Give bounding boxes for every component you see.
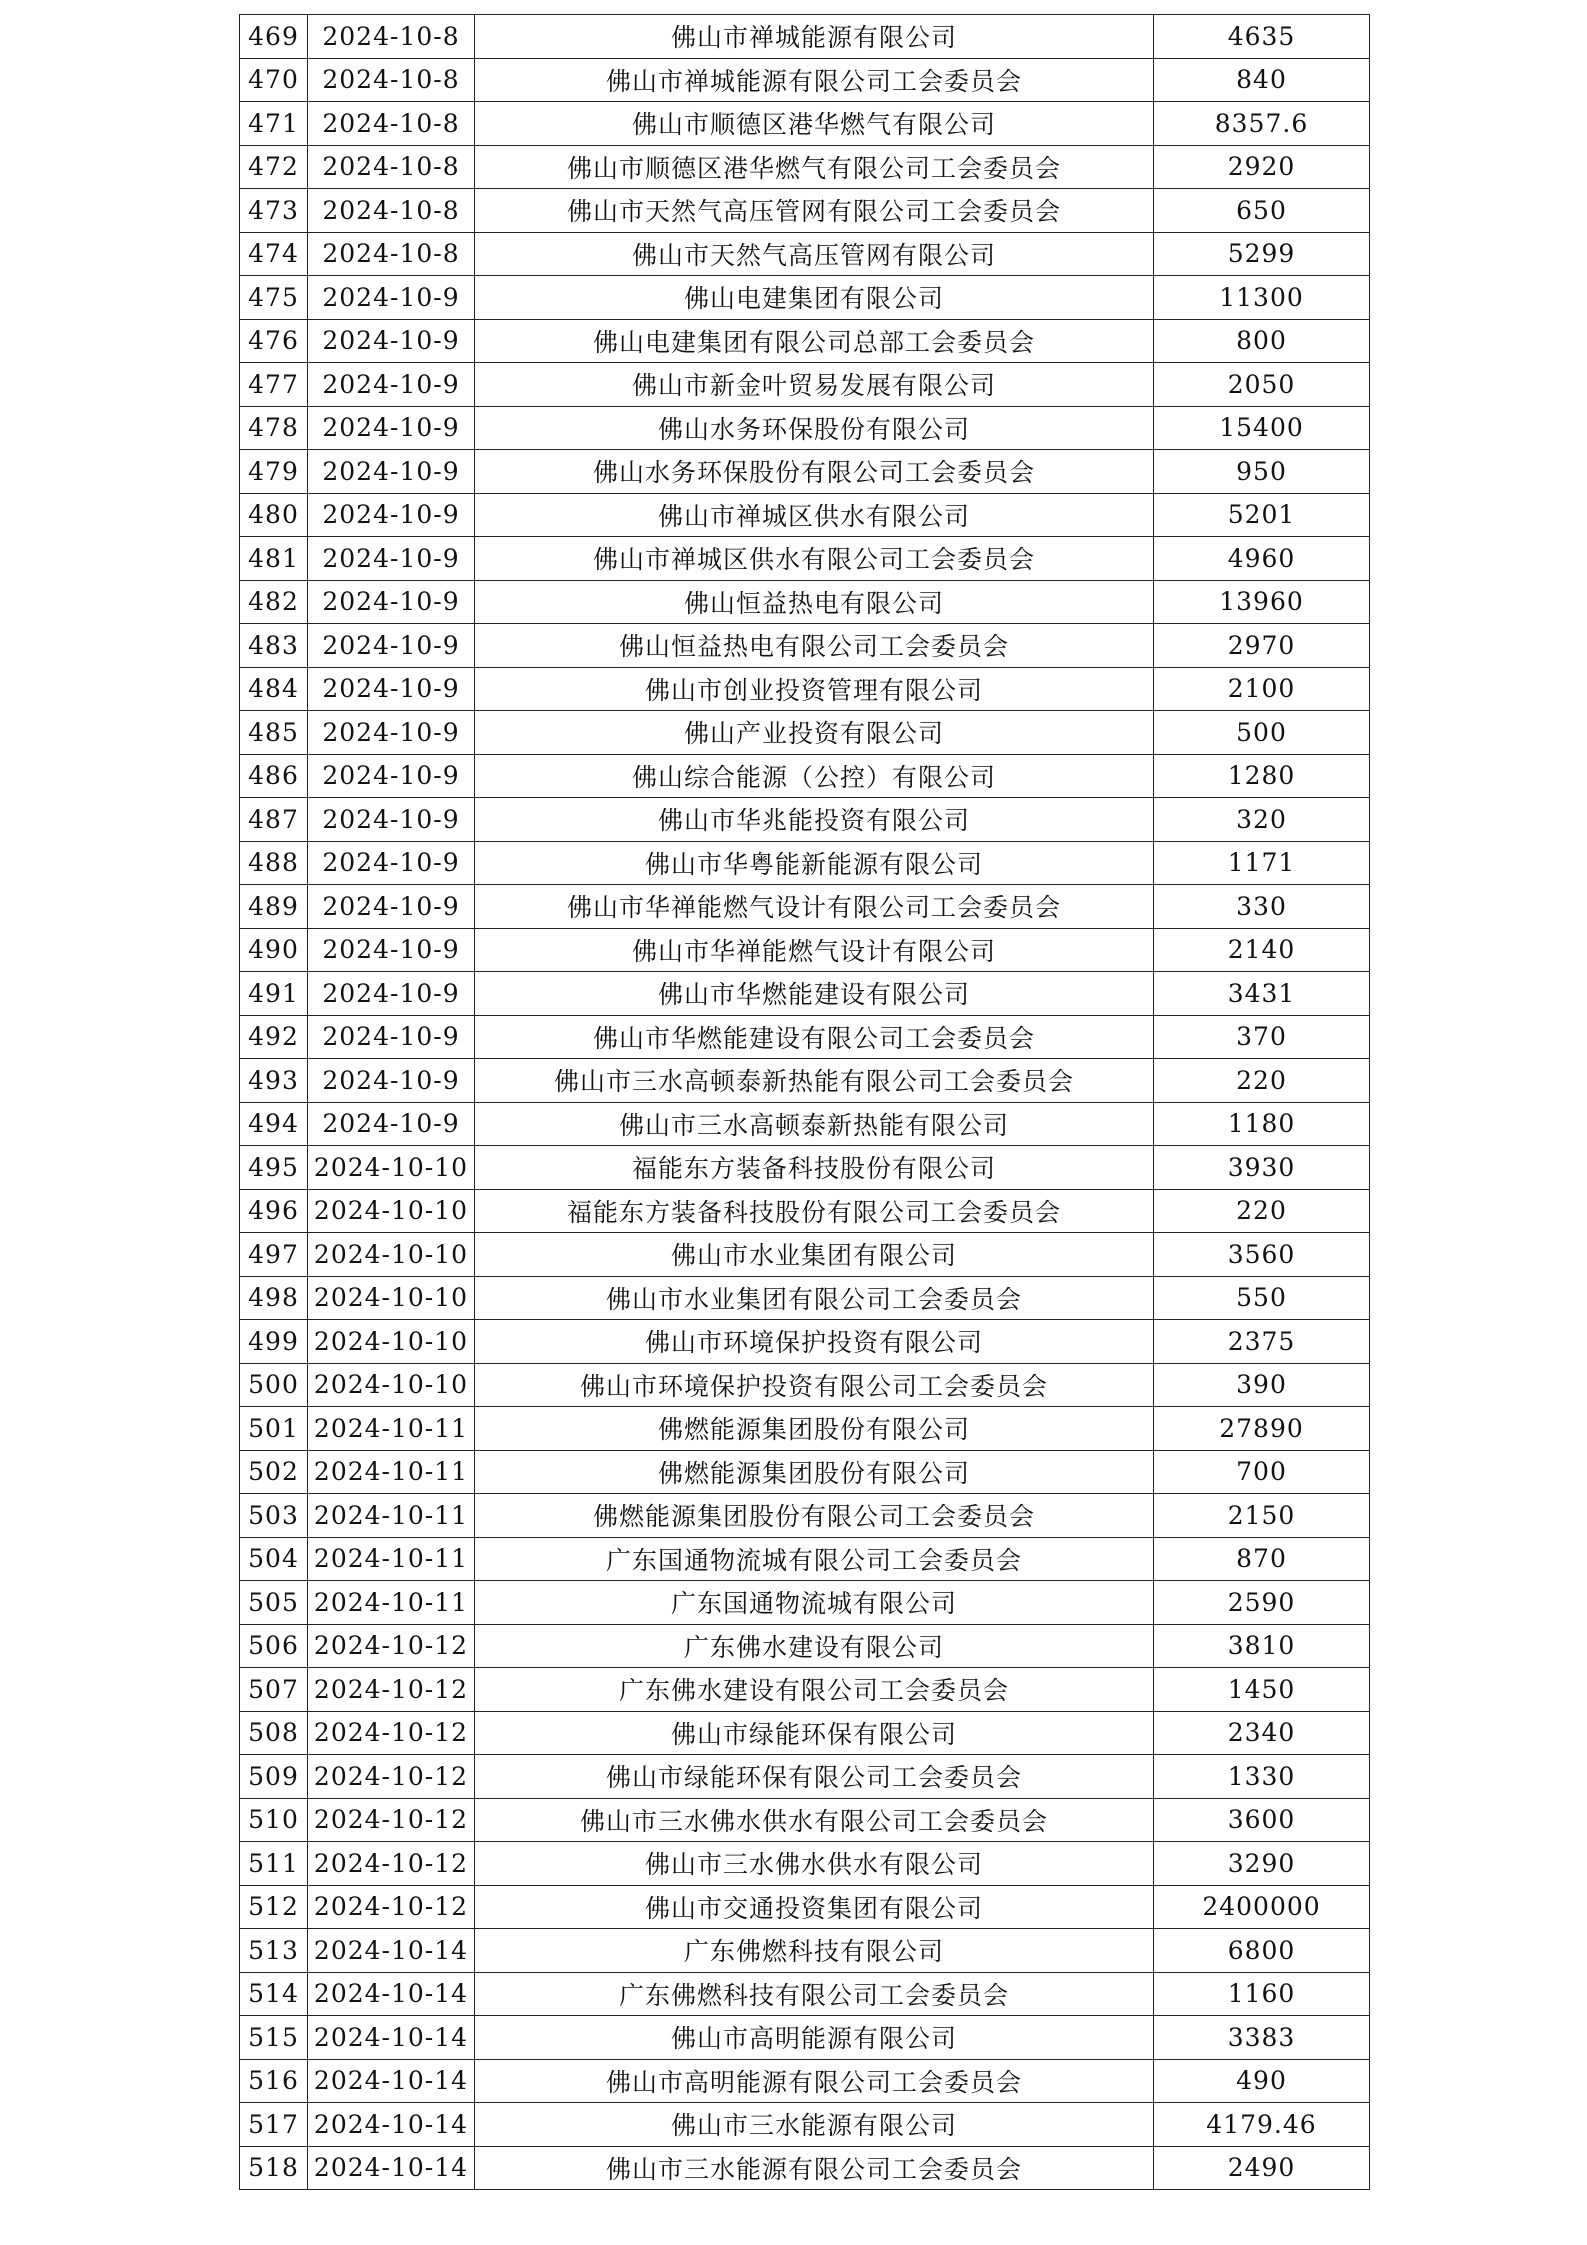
- row-number-cell: 483: [240, 624, 308, 668]
- donor-name-cell: 佛燃能源集团股份有限公司: [475, 1450, 1154, 1494]
- table-row: [240, 15, 1370, 59]
- amount-cell: 5299: [1154, 232, 1370, 276]
- table-row: [240, 798, 1370, 842]
- donor-name-cell: 佛山市三水高顿泰新热能有限公司: [475, 1102, 1154, 1146]
- amount-cell: 13960: [1154, 580, 1370, 624]
- table-row: [240, 1276, 1370, 1320]
- date-cell: 2024-10-9: [308, 624, 475, 668]
- amount-cell: 2375: [1154, 1320, 1370, 1364]
- date-cell: 2024-10-14: [308, 2016, 475, 2060]
- row-number-cell: 516: [240, 2059, 308, 2103]
- donor-name-cell: 佛山综合能源（公控）有限公司: [475, 754, 1154, 798]
- table-row: [240, 2059, 1370, 2103]
- table-row: [240, 1320, 1370, 1364]
- date-cell: 2024-10-9: [308, 1015, 475, 1059]
- amount-cell: 2340: [1154, 1711, 1370, 1755]
- donor-name-cell: 佛山市华禅能燃气设计有限公司工会委员会: [475, 885, 1154, 929]
- row-number-cell: 479: [240, 450, 308, 494]
- date-cell: 2024-10-9: [308, 1102, 475, 1146]
- amount-cell: 3600: [1154, 1798, 1370, 1842]
- amount-cell: 5201: [1154, 493, 1370, 537]
- table-row: [240, 1189, 1370, 1233]
- date-cell: 2024-10-9: [308, 1059, 475, 1103]
- table-row: [240, 1668, 1370, 1712]
- date-cell: 2024-10-12: [308, 1624, 475, 1668]
- date-cell: 2024-10-14: [308, 2103, 475, 2147]
- date-cell: 2024-10-9: [308, 319, 475, 363]
- table-row: [240, 841, 1370, 885]
- amount-cell: 4179.46: [1154, 2103, 1370, 2147]
- date-cell: 2024-10-10: [308, 1189, 475, 1233]
- date-cell: 2024-10-12: [308, 1842, 475, 1886]
- amount-cell: 4635: [1154, 15, 1370, 59]
- row-number-cell: 500: [240, 1363, 308, 1407]
- table-row: [240, 1581, 1370, 1625]
- date-cell: 2024-10-14: [308, 2059, 475, 2103]
- row-number-cell: 487: [240, 798, 308, 842]
- amount-cell: 3560: [1154, 1233, 1370, 1277]
- donor-name-cell: 佛山市创业投资管理有限公司: [475, 667, 1154, 711]
- row-number-cell: 506: [240, 1624, 308, 1668]
- row-number-cell: 475: [240, 276, 308, 320]
- date-cell: 2024-10-12: [308, 1798, 475, 1842]
- table-row: [240, 450, 1370, 494]
- row-number-cell: 480: [240, 493, 308, 537]
- date-cell: 2024-10-9: [308, 580, 475, 624]
- donor-name-cell: 佛山市华燃能建设有限公司: [475, 972, 1154, 1016]
- date-cell: 2024-10-9: [308, 798, 475, 842]
- row-number-cell: 518: [240, 2146, 308, 2190]
- row-number-cell: 496: [240, 1189, 308, 1233]
- date-cell: 2024-10-8: [308, 189, 475, 233]
- donor-name-cell: 佛山市禅城区供水有限公司工会委员会: [475, 537, 1154, 581]
- donor-name-cell: 佛山市华禅能燃气设计有限公司: [475, 928, 1154, 972]
- date-cell: 2024-10-11: [308, 1537, 475, 1581]
- amount-cell: 3431: [1154, 972, 1370, 1016]
- donor-name-cell: 佛山市天然气高压管网有限公司: [475, 232, 1154, 276]
- date-cell: 2024-10-9: [308, 754, 475, 798]
- row-number-cell: 469: [240, 15, 308, 59]
- donor-name-cell: 佛山市三水能源有限公司工会委员会: [475, 2146, 1154, 2190]
- row-number-cell: 472: [240, 145, 308, 189]
- date-cell: 2024-10-9: [308, 363, 475, 407]
- amount-cell: 2920: [1154, 145, 1370, 189]
- amount-cell: 15400: [1154, 406, 1370, 450]
- amount-cell: 4960: [1154, 537, 1370, 581]
- amount-cell: 320: [1154, 798, 1370, 842]
- donor-name-cell: 佛山市禅城能源有限公司工会委员会: [475, 58, 1154, 102]
- donor-name-cell: 福能东方装备科技股份有限公司工会委员会: [475, 1189, 1154, 1233]
- row-number-cell: 488: [240, 841, 308, 885]
- amount-cell: 220: [1154, 1059, 1370, 1103]
- table-row: [240, 1494, 1370, 1538]
- amount-cell: 800: [1154, 319, 1370, 363]
- amount-cell: 550: [1154, 1276, 1370, 1320]
- date-cell: 2024-10-10: [308, 1363, 475, 1407]
- date-cell: 2024-10-9: [308, 928, 475, 972]
- table-row: [240, 1102, 1370, 1146]
- donor-name-cell: 佛山市交通投资集团有限公司: [475, 1885, 1154, 1929]
- row-number-cell: 490: [240, 928, 308, 972]
- donor-name-cell: 佛山恒益热电有限公司: [475, 580, 1154, 624]
- date-cell: 2024-10-9: [308, 493, 475, 537]
- row-number-cell: 507: [240, 1668, 308, 1712]
- donor-name-cell: 佛山市绿能环保有限公司: [475, 1711, 1154, 1755]
- donor-name-cell: 佛山市水业集团有限公司工会委员会: [475, 1276, 1154, 1320]
- table-row: [240, 1842, 1370, 1886]
- table-row: [240, 667, 1370, 711]
- amount-cell: 220: [1154, 1189, 1370, 1233]
- amount-cell: 2970: [1154, 624, 1370, 668]
- row-number-cell: 477: [240, 363, 308, 407]
- donor-name-cell: 佛山市华粤能新能源有限公司: [475, 841, 1154, 885]
- table-row: [240, 102, 1370, 146]
- table-row: [240, 1146, 1370, 1190]
- amount-cell: 3810: [1154, 1624, 1370, 1668]
- donor-name-cell: 佛山市高明能源有限公司工会委员会: [475, 2059, 1154, 2103]
- row-number-cell: 485: [240, 711, 308, 755]
- date-cell: 2024-10-9: [308, 972, 475, 1016]
- amount-cell: 1330: [1154, 1755, 1370, 1799]
- date-cell: 2024-10-11: [308, 1581, 475, 1625]
- table-row: [240, 319, 1370, 363]
- amount-cell: 2400000: [1154, 1885, 1370, 1929]
- row-number-cell: 478: [240, 406, 308, 450]
- amount-cell: 11300: [1154, 276, 1370, 320]
- date-cell: 2024-10-14: [308, 1929, 475, 1973]
- amount-cell: 1450: [1154, 1668, 1370, 1712]
- donor-name-cell: 佛山市高明能源有限公司: [475, 2016, 1154, 2060]
- row-number-cell: 473: [240, 189, 308, 233]
- table-row: [240, 537, 1370, 581]
- date-cell: 2024-10-14: [308, 2146, 475, 2190]
- table-row: [240, 1407, 1370, 1451]
- donor-name-cell: 佛山市水业集团有限公司: [475, 1233, 1154, 1277]
- donor-name-cell: 佛山水务环保股份有限公司工会委员会: [475, 450, 1154, 494]
- amount-cell: 2490: [1154, 2146, 1370, 2190]
- row-number-cell: 517: [240, 2103, 308, 2147]
- donor-name-cell: 佛山市绿能环保有限公司工会委员会: [475, 1755, 1154, 1799]
- table-row: [240, 754, 1370, 798]
- donor-name-cell: 佛山市三水佛水供水有限公司: [475, 1842, 1154, 1886]
- amount-cell: 1160: [1154, 1972, 1370, 2016]
- row-number-cell: 511: [240, 1842, 308, 1886]
- date-cell: 2024-10-10: [308, 1146, 475, 1190]
- date-cell: 2024-10-8: [308, 232, 475, 276]
- table-row: [240, 232, 1370, 276]
- amount-cell: 2050: [1154, 363, 1370, 407]
- row-number-cell: 482: [240, 580, 308, 624]
- amount-cell: 2590: [1154, 1581, 1370, 1625]
- row-number-cell: 514: [240, 1972, 308, 2016]
- table-row: [240, 928, 1370, 972]
- row-number-cell: 495: [240, 1146, 308, 1190]
- table-row: [240, 363, 1370, 407]
- table-row: [240, 1233, 1370, 1277]
- row-number-cell: 505: [240, 1581, 308, 1625]
- date-cell: 2024-10-9: [308, 450, 475, 494]
- table-row: [240, 580, 1370, 624]
- date-cell: 2024-10-9: [308, 537, 475, 581]
- donor-name-cell: 广东国通物流城有限公司工会委员会: [475, 1537, 1154, 1581]
- table-row: [240, 1059, 1370, 1103]
- table-row: [240, 2146, 1370, 2190]
- table-row: [240, 1798, 1370, 1842]
- donor-name-cell: 佛山产业投资有限公司: [475, 711, 1154, 755]
- amount-cell: 500: [1154, 711, 1370, 755]
- donor-name-cell: 佛山恒益热电有限公司工会委员会: [475, 624, 1154, 668]
- date-cell: 2024-10-11: [308, 1407, 475, 1451]
- row-number-cell: 502: [240, 1450, 308, 1494]
- date-cell: 2024-10-9: [308, 667, 475, 711]
- row-number-cell: 484: [240, 667, 308, 711]
- table-row: [240, 2103, 1370, 2147]
- amount-cell: 1171: [1154, 841, 1370, 885]
- donor-name-cell: 佛山市环境保护投资有限公司: [475, 1320, 1154, 1364]
- donor-name-cell: 佛山市新金叶贸易发展有限公司: [475, 363, 1154, 407]
- donor-name-cell: 佛山市三水佛水供水有限公司工会委员会: [475, 1798, 1154, 1842]
- donor-name-cell: 佛山市三水高顿泰新热能有限公司工会委员会: [475, 1059, 1154, 1103]
- donor-name-cell: 佛山电建集团有限公司总部工会委员会: [475, 319, 1154, 363]
- date-cell: 2024-10-9: [308, 885, 475, 929]
- amount-cell: 2150: [1154, 1494, 1370, 1538]
- donor-name-cell: 佛燃能源集团股份有限公司工会委员会: [475, 1494, 1154, 1538]
- donor-name-cell: 佛山市天然气高压管网有限公司工会委员会: [475, 189, 1154, 233]
- donor-name-cell: 佛山市华燃能建设有限公司工会委员会: [475, 1015, 1154, 1059]
- date-cell: 2024-10-9: [308, 406, 475, 450]
- table-row: [240, 1450, 1370, 1494]
- date-cell: 2024-10-8: [308, 58, 475, 102]
- row-number-cell: 471: [240, 102, 308, 146]
- table-row: [240, 145, 1370, 189]
- row-number-cell: 476: [240, 319, 308, 363]
- donation-table: [239, 14, 1370, 2190]
- date-cell: 2024-10-10: [308, 1320, 475, 1364]
- row-number-cell: 499: [240, 1320, 308, 1364]
- row-number-cell: 492: [240, 1015, 308, 1059]
- row-number-cell: 504: [240, 1537, 308, 1581]
- amount-cell: 840: [1154, 58, 1370, 102]
- table-row: [240, 624, 1370, 668]
- amount-cell: 2100: [1154, 667, 1370, 711]
- table-row: [240, 972, 1370, 1016]
- row-number-cell: 498: [240, 1276, 308, 1320]
- amount-cell: 3383: [1154, 2016, 1370, 2060]
- table-row: [240, 1711, 1370, 1755]
- donation-table-body: [240, 15, 1370, 2190]
- date-cell: 2024-10-14: [308, 1972, 475, 2016]
- table-row: [240, 493, 1370, 537]
- donor-name-cell: 广东佛燃科技有限公司: [475, 1929, 1154, 1973]
- donor-name-cell: 佛山市顺德区港华燃气有限公司工会委员会: [475, 145, 1154, 189]
- amount-cell: 6800: [1154, 1929, 1370, 1973]
- row-number-cell: 481: [240, 537, 308, 581]
- table-row: [240, 1755, 1370, 1799]
- row-number-cell: 515: [240, 2016, 308, 2060]
- row-number-cell: 501: [240, 1407, 308, 1451]
- amount-cell: 390: [1154, 1363, 1370, 1407]
- amount-cell: 370: [1154, 1015, 1370, 1059]
- donor-name-cell: 广东佛水建设有限公司: [475, 1624, 1154, 1668]
- date-cell: 2024-10-10: [308, 1233, 475, 1277]
- donor-name-cell: 福能东方装备科技股份有限公司: [475, 1146, 1154, 1190]
- amount-cell: 330: [1154, 885, 1370, 929]
- row-number-cell: 512: [240, 1885, 308, 1929]
- table-row: [240, 885, 1370, 929]
- row-number-cell: 510: [240, 1798, 308, 1842]
- row-number-cell: 513: [240, 1929, 308, 1973]
- table-row: [240, 711, 1370, 755]
- amount-cell: 950: [1154, 450, 1370, 494]
- donor-name-cell: 广东佛燃科技有限公司工会委员会: [475, 1972, 1154, 2016]
- date-cell: 2024-10-12: [308, 1668, 475, 1712]
- amount-cell: 3930: [1154, 1146, 1370, 1190]
- amount-cell: 650: [1154, 189, 1370, 233]
- row-number-cell: 493: [240, 1059, 308, 1103]
- table-row: [240, 1929, 1370, 1973]
- amount-cell: 490: [1154, 2059, 1370, 2103]
- donor-name-cell: 广东国通物流城有限公司: [475, 1581, 1154, 1625]
- row-number-cell: 491: [240, 972, 308, 1016]
- amount-cell: 2140: [1154, 928, 1370, 972]
- amount-cell: 870: [1154, 1537, 1370, 1581]
- date-cell: 2024-10-9: [308, 276, 475, 320]
- donor-name-cell: 广东佛水建设有限公司工会委员会: [475, 1668, 1154, 1712]
- donor-name-cell: 佛山市环境保护投资有限公司工会委员会: [475, 1363, 1154, 1407]
- table-row: [240, 1363, 1370, 1407]
- table-row: [240, 2016, 1370, 2060]
- amount-cell: 3290: [1154, 1842, 1370, 1886]
- row-number-cell: 497: [240, 1233, 308, 1277]
- table-row: [240, 406, 1370, 450]
- row-number-cell: 509: [240, 1755, 308, 1799]
- table-row: [240, 1972, 1370, 2016]
- amount-cell: 27890: [1154, 1407, 1370, 1451]
- row-number-cell: 474: [240, 232, 308, 276]
- table-row: [240, 1624, 1370, 1668]
- donor-name-cell: 佛山市华兆能投资有限公司: [475, 798, 1154, 842]
- date-cell: 2024-10-11: [308, 1450, 475, 1494]
- date-cell: 2024-10-9: [308, 711, 475, 755]
- table-row: [240, 189, 1370, 233]
- row-number-cell: 489: [240, 885, 308, 929]
- date-cell: 2024-10-12: [308, 1885, 475, 1929]
- amount-cell: 8357.6: [1154, 102, 1370, 146]
- donor-name-cell: 佛燃能源集团股份有限公司: [475, 1407, 1154, 1451]
- amount-cell: 1280: [1154, 754, 1370, 798]
- donor-name-cell: 佛山市禅城能源有限公司: [475, 15, 1154, 59]
- donor-name-cell: 佛山市顺德区港华燃气有限公司: [475, 102, 1154, 146]
- date-cell: 2024-10-12: [308, 1755, 475, 1799]
- date-cell: 2024-10-10: [308, 1276, 475, 1320]
- row-number-cell: 470: [240, 58, 308, 102]
- date-cell: 2024-10-12: [308, 1711, 475, 1755]
- date-cell: 2024-10-9: [308, 841, 475, 885]
- amount-cell: 700: [1154, 1450, 1370, 1494]
- row-number-cell: 486: [240, 754, 308, 798]
- table-row: [240, 1015, 1370, 1059]
- donor-name-cell: 佛山市禅城区供水有限公司: [475, 493, 1154, 537]
- date-cell: 2024-10-8: [308, 145, 475, 189]
- donor-name-cell: 佛山市三水能源有限公司: [475, 2103, 1154, 2147]
- table-row: [240, 1885, 1370, 1929]
- donor-name-cell: 佛山电建集团有限公司: [475, 276, 1154, 320]
- row-number-cell: 508: [240, 1711, 308, 1755]
- date-cell: 2024-10-8: [308, 102, 475, 146]
- date-cell: 2024-10-8: [308, 15, 475, 59]
- date-cell: 2024-10-11: [308, 1494, 475, 1538]
- amount-cell: 1180: [1154, 1102, 1370, 1146]
- table-row: [240, 1537, 1370, 1581]
- row-number-cell: 503: [240, 1494, 308, 1538]
- table-row: [240, 276, 1370, 320]
- row-number-cell: 494: [240, 1102, 308, 1146]
- donor-name-cell: 佛山水务环保股份有限公司: [475, 406, 1154, 450]
- table-row: [240, 58, 1370, 102]
